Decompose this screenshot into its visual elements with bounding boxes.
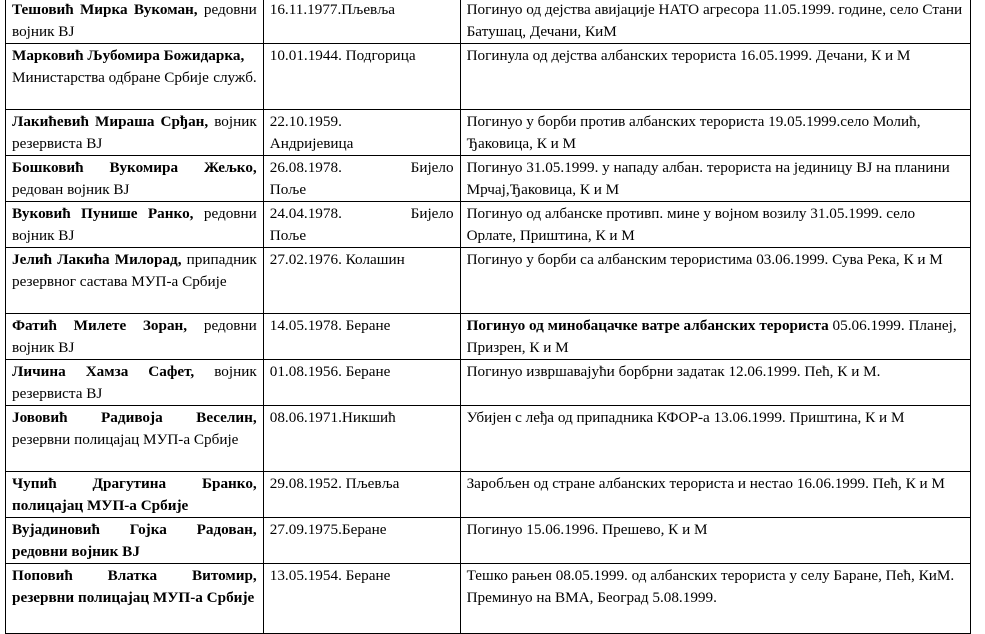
name-cell <box>6 202 264 248</box>
table-row <box>6 44 971 110</box>
table-row <box>6 248 971 314</box>
person-name: Фатић Милете Зоран, <box>12 317 188 334</box>
table-row <box>6 156 971 202</box>
name-cell <box>6 472 264 518</box>
table-row <box>6 110 971 156</box>
birth-place: Бијело <box>410 205 454 222</box>
name-cell <box>6 314 264 360</box>
person-role: резервни полицајац МУП-а Србије <box>12 431 239 448</box>
name-cell <box>6 248 264 314</box>
person-role: Министарства одбране Србије <box>12 69 209 86</box>
birth-place-cont: Поље <box>269 227 307 244</box>
event-detail: 05.06.1999. Планеј, Призрен, К и М <box>466 317 957 356</box>
event-cell: Убијен с леђа од припадника КФОР-а 13.06.1999. Приштина, К и М <box>460 406 970 472</box>
birth-date: 22.10.1959. <box>269 113 342 130</box>
birth-cell <box>263 110 460 156</box>
event-cell: Погинуо од албанске противп. мине у војном возилу 31.05.1999. село Орлате, Приштина, К и М <box>460 202 970 248</box>
name-cell <box>6 360 264 406</box>
birth-cell: 27.09.1975.Беране <box>263 518 460 564</box>
name-cell <box>6 110 264 156</box>
birth-place: Бијело <box>410 159 454 176</box>
event-cell: Погинуо 31.05.1999. у нападу албан. терориста на јединицу ВЈ на планини Мрчај,Ђаковица, К и М <box>460 156 970 202</box>
table-row <box>6 472 971 518</box>
person-name: Поповић Влатка Витомир, резервни полицајац МУП-а Србије <box>12 567 257 606</box>
event-cell: Погинуо извршавајући борбрни задатак 12.06.1999. Пећ, К и М. <box>460 360 970 406</box>
birth-cell: 14.05.1978. Беране <box>263 314 460 360</box>
person-name: Јелић Лакића Милорад, <box>12 251 182 268</box>
birth-cell <box>263 202 460 248</box>
person-role: редовни војник ВЈ <box>12 1 257 40</box>
name-cell <box>6 564 264 634</box>
person-role: редовни војник ВЈ <box>12 317 257 356</box>
person-name: Вуковић Пунише Ранко, <box>12 205 194 222</box>
birth-cell: 16.11.1977.Пљевља <box>263 0 460 44</box>
name-cell <box>6 156 264 202</box>
birth-cell: 10.01.1944. Подгорица <box>263 44 460 110</box>
table-row <box>6 564 971 634</box>
birth-place: Андријевица <box>269 135 354 152</box>
event-cell: Погинуо 15.06.1996. Прешево, К и М <box>460 518 970 564</box>
person-name: Личина Хамза Сафет, <box>12 363 195 380</box>
table-row <box>6 360 971 406</box>
person-role: редован војник ВЈ <box>12 181 130 198</box>
person-name: Лакићевић Мираша Срђан, <box>12 113 209 130</box>
birth-cell <box>263 156 460 202</box>
person-name: Бошковић Вукомира Жељко, <box>12 159 257 176</box>
name-cell <box>6 406 264 472</box>
person-name: Тешовић Мирка Вукоман, <box>12 1 198 18</box>
person-name: Чупић Драгутина Бранко, полицајац МУП-а Србије <box>12 475 257 514</box>
person-role: редовни војник ВЈ <box>12 205 257 244</box>
birth-cell: 27.02.1976. Колашин <box>263 248 460 314</box>
birth-cell: 01.08.1956. Беране <box>263 360 460 406</box>
birth-date: 24.04.1978. <box>269 205 342 222</box>
person-name: Јововић Радивоја Веселин, <box>12 409 257 426</box>
person-role-abbr: служб. <box>213 69 257 86</box>
birth-date: 26.08.1978. <box>269 159 342 176</box>
person-name: Вујадиновић Гојка Радован, редовни војник ВЈ <box>12 521 257 560</box>
person-role: припадник резервног састава МУП-а Србије <box>12 251 257 290</box>
birth-cell: 08.06.1971.Никшић <box>263 406 460 472</box>
table-row <box>6 314 971 360</box>
event-cell: Заробљен од стране албанских терориста и нестао 16.06.1999. Пећ, К и М <box>460 472 970 518</box>
event-cell: Погинула од дејства албанских терориста 16.05.1999. Дечани, К и М <box>460 44 970 110</box>
birth-place-cont: Поље <box>269 181 307 198</box>
event-cell: Тешко рањен 08.05.1999. од албанских терориста у селу Баране, Пећ, КиМ. Преминуо на ВМА, Београд 5.08.1999. <box>460 564 970 634</box>
name-cell <box>6 0 264 44</box>
casualties-table <box>5 0 971 634</box>
table-row <box>6 0 971 44</box>
person-name: Марковић Љубомира Божидарка, <box>12 47 245 64</box>
event-emphasis: Погинуо од минобацачке ватре албанских терориста <box>466 317 829 334</box>
table-row <box>6 202 971 248</box>
birth-cell: 29.08.1952. Пљевља <box>263 472 460 518</box>
table-row <box>6 406 971 472</box>
event-cell: Погинуо у борби против албанских терориста 19.05.1999.село Молић, Ђаковица, К и М <box>460 110 970 156</box>
person-role: војник резервиста ВЈ <box>12 363 257 402</box>
event-cell: Погинуо од дејства авијације НАТО агресора 11.05.1999. године, село Стани Батушац, Дечани, КиМ <box>460 0 970 44</box>
person-role: војник резервиста ВЈ <box>12 113 257 152</box>
event-cell: Погинуо у борби са албанским терористима 03.06.1999. Сува Река, К и М <box>460 248 970 314</box>
name-cell <box>6 518 264 564</box>
name-cell <box>6 44 264 110</box>
birth-cell: 13.05.1954. Беране <box>263 564 460 634</box>
table-row <box>6 518 971 564</box>
event-cell <box>460 314 970 360</box>
